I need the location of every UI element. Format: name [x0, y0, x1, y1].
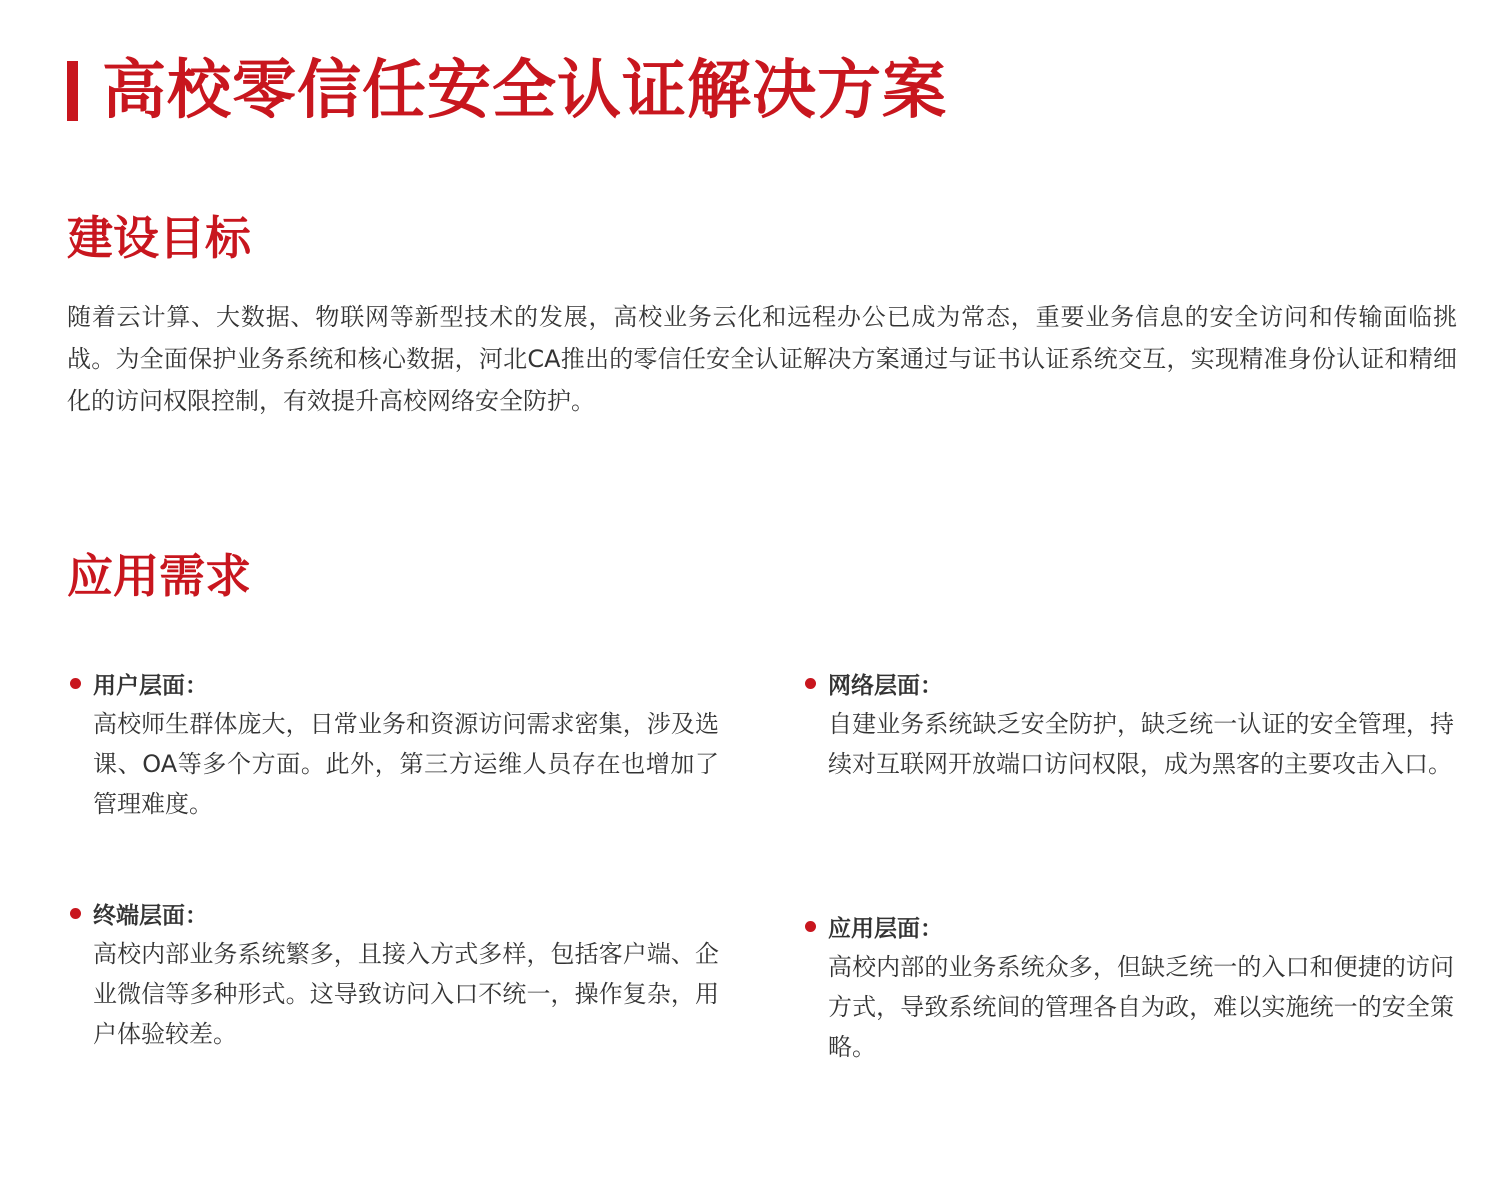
title-accent-bar	[67, 61, 78, 121]
need-item-user	[67, 666, 719, 824]
page-title-block	[67, 54, 947, 128]
need-item-title: 用户层面：	[93, 672, 208, 699]
goal-paragraph: 随着云计算、大数据、物联网等新型技术的发展，高校业务云化和远程办公已成为常态，重要业务信息的安全访问和传输面临挑战。为全面保护业务系统和核心数据，河北CA推出的零信任安全认证解决方案通过与证书认证系统交互，实现精准身份认证和精细化的访问权限控制，有效提升高校网络安全防护。	[67, 303, 1457, 415]
need-item-terminal	[67, 896, 719, 1054]
need-item-header	[67, 896, 707, 930]
bullet-dot-icon	[70, 908, 81, 919]
need-item-text: 高校内部的业务系统众多，但缺乏统一的入口和便捷的访问方式，导致系统间的管理各自为政，难以实施统一的安全策略。	[828, 953, 1454, 1061]
need-item-title: 终端层面：	[93, 902, 208, 929]
section-heading-goal: 建设目标	[67, 211, 251, 265]
bullet-dot-icon	[70, 678, 81, 689]
need-item-text: 自建业务系统缺乏安全防护，缺乏统一认证的安全管理，持续对互联网开放端口访问权限，成为黑客的主要攻击入口。	[828, 710, 1454, 778]
page-title: 高校零信任安全认证解决方案	[102, 54, 947, 128]
need-item-header	[802, 666, 1442, 700]
need-item-header	[67, 666, 707, 700]
need-item-text: 高校师生群体庞大，日常业务和资源访问需求密集，涉及选课、OA等多个方面。此外，第三方运维人员存在也增加了管理难度。	[93, 710, 719, 818]
need-item-header	[802, 909, 1442, 943]
need-item-network	[802, 666, 1454, 784]
need-item-text: 高校内部业务系统繁多，且接入方式多样，包括客户端、企业微信等多种形式。这导致访问入口不统一，操作复杂，用户体验较差。	[93, 940, 719, 1048]
bullet-dot-icon	[805, 678, 816, 689]
need-item-title: 网络层面：	[828, 672, 943, 699]
section-heading-needs: 应用需求	[67, 549, 251, 603]
need-item-application	[802, 909, 1454, 1067]
need-item-title: 应用层面：	[828, 915, 943, 942]
bullet-dot-icon	[805, 921, 816, 932]
